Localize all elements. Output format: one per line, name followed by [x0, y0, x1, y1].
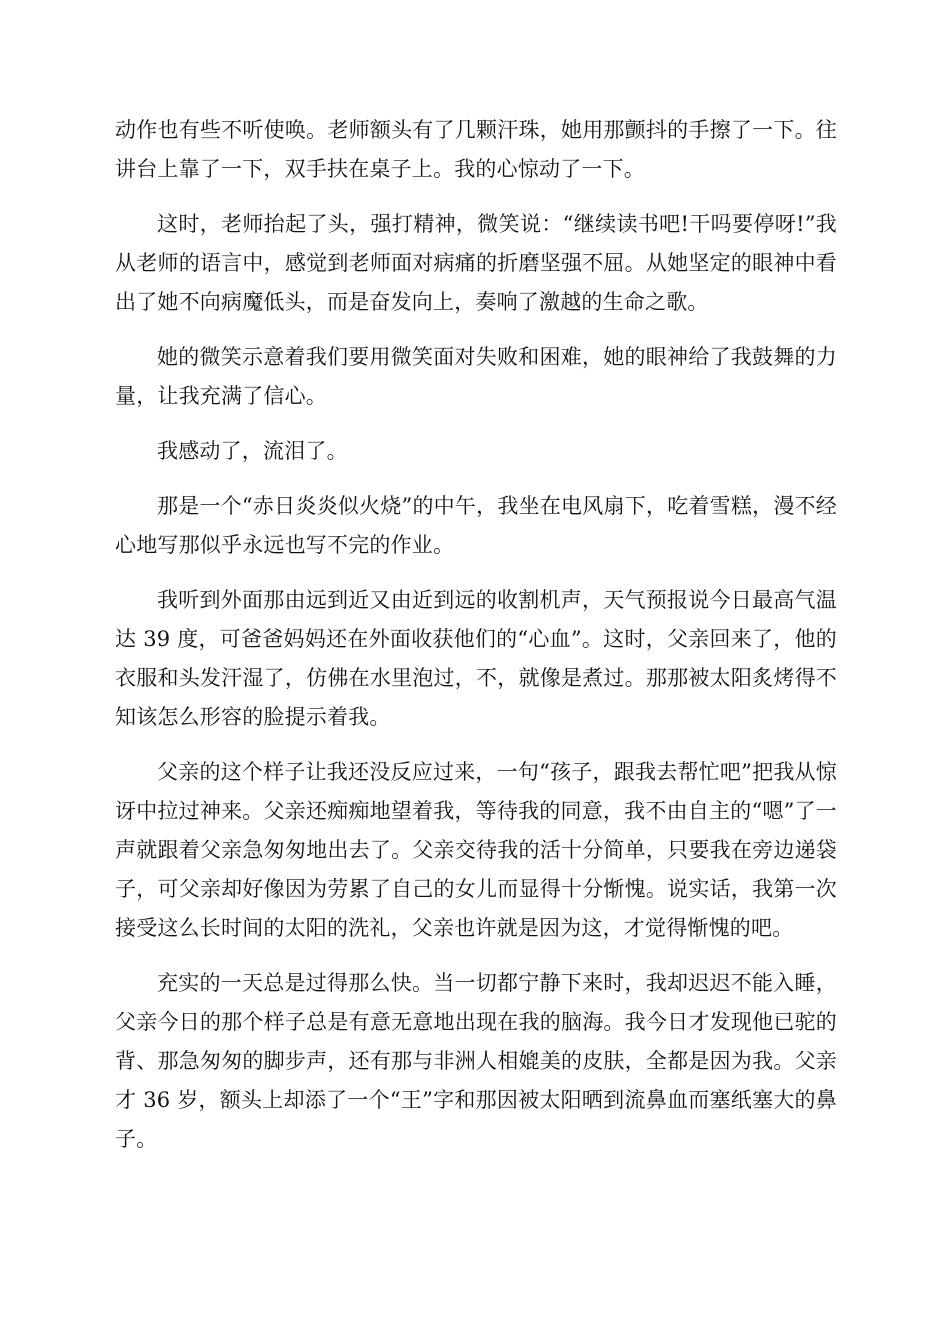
paragraph-5: 那是一个“赤日炎炎似火烧”的中午，我坐在电风扇下，吃着雪糕，漫不经心地写那似乎永远也写不完的作业。 — [115, 494, 837, 557]
paragraph-4: 我感动了，流泪了。 — [157, 439, 348, 463]
document-body — [115, 111, 837, 1175]
paragraph-1: 动作也有些不听使唤。老师额头有了几颗汗珠，她用那颤抖的手擦了一下。往讲台上靠了一下，双手扶在桌子上。我的心惊动了一下。 — [115, 118, 837, 181]
paragraph-2: 这时，老师抬起了头，强打精神，微笑说：“继续读书吧!干吗要停呀!”我从老师的语言中，感觉到老师面对病痛的折磨坚强不屈。从她坚定的眼神中看出了她不向病魔低头，而是奋发向上，奏响了激越的生命之歌。 — [115, 212, 837, 314]
paragraph-6: 我听到外面那由远到近又由近到远的收割机声，天气预报说今日最高气温达 39 度，可爸爸妈妈还在外面收获他们的“心血”。这时，父亲回来了，他的衣服和头发汗湿了，仿佛在水里泡过，不，就像是煮过。那那被太阳炙烤得不知该怎么形容的脸提示着我。 — [115, 588, 837, 729]
paragraph-8: 充实的一天总是过得那么快。当一切都宁静下来时，我却迟迟不能入睡，父亲今日的那个样子总是有意无意地出现在我的脑海。我今日才发现他已驼的背、那急匆匆的脚步声，还有那与非洲人相媲美的皮肤，全都是因为我。父亲才 36 岁，额头上却添了一个“王”字和那因被太阳晒到流鼻血而塞纸塞大的鼻子。 — [115, 971, 837, 1151]
paragraph-7: 父亲的这个样子让我还没反应过来，一句“孩子，跟我去帮忙吧”把我从惊讶中拉过神来。父亲还痴痴地望着我，等待我的同意，我不由自主的“嗯”了一声就跟着父亲急匆匆地出去了。父亲交待我的活十分简单，只要我在旁边递袋子，可父亲却好像因为劳累了自己的女儿而显得十分惭愧。说实话，我第一次接受这么长时间的太阳的洗礼，父亲也许就是因为这，才觉得惭愧的吧。 — [115, 760, 837, 940]
paragraph-3: 她的微笑示意着我们要用微笑面对失败和困难，她的眼神给了我鼓舞的力量，让我充满了信心。 — [115, 345, 837, 408]
